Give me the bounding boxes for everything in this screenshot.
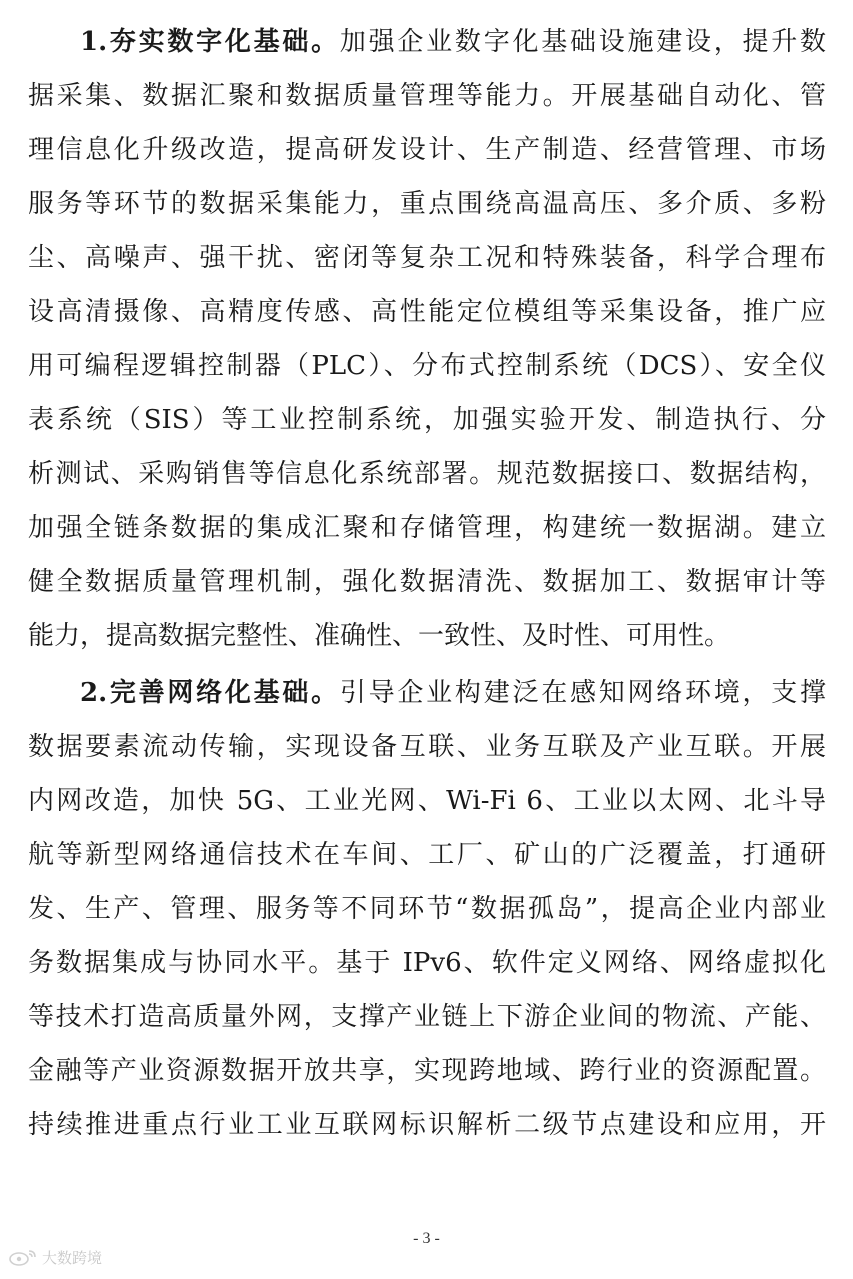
- paragraph-line: 数据要素流动传输，实现设备互联、业务互联及产业互联。开展: [28, 732, 826, 762]
- paragraph-line: 内网改造，加快 5G、工业光网、Wi-Fi 6、工业以太网、北斗导: [28, 786, 826, 816]
- paragraph-line: 能力，提高数据完整性、准确性、一致性、及时性、可用性。: [28, 621, 731, 651]
- section2-text: 引导企业构建泛在感知网络环境，支撑: [339, 678, 826, 708]
- paragraph-line: 持续推进重点行业工业互联网标识解析二级节点建设和应用，开: [28, 1110, 826, 1140]
- section1-text: 加强企业数字化基础设施建设，提升数: [339, 27, 826, 57]
- section1-line-1: [80, 22, 826, 62]
- paragraph-line: 据采集、数据汇聚和数据质量管理等能力。开展基础自动化、管: [28, 81, 826, 111]
- section1-heading: 1.夯实数字化基础。: [80, 27, 340, 57]
- paragraph-line: 析测试、采购销售等信息化系统部署。规范数据接口、数据结构，: [28, 459, 826, 489]
- paragraph-line: 表系统（SIS）等工业控制系统，加强实验开发、制造执行、分: [28, 405, 826, 435]
- weibo-like-logo-icon: [8, 1248, 38, 1266]
- section2-line-1: [80, 673, 826, 713]
- paragraph-line: 服务等环节的数据采集能力，重点围绕高温高压、多介质、多粉: [28, 189, 826, 219]
- watermark-text: 大数跨境: [42, 1248, 103, 1267]
- paragraph-line: 理信息化升级改造，提高研发设计、生产制造、经营管理、市场: [28, 135, 826, 165]
- page-number: - 3 -: [413, 1230, 440, 1247]
- paragraph-line: 尘、高噪声、强干扰、密闭等复杂工况和特殊装备，科学合理布: [28, 243, 826, 273]
- paragraph-line: 金融等产业资源数据开放共享，实现跨地域、跨行业的资源配置。: [28, 1056, 826, 1086]
- paragraph-line: 等技术打造高质量外网，支撑产业链上下游企业间的物流、产能、: [28, 1002, 826, 1032]
- paragraph-line: 设高清摄像、高精度传感、高性能定位模组等采集设备，推广应: [28, 297, 826, 327]
- paragraph-line: 加强全链条数据的集成汇聚和存储管理，构建统一数据湖。建立: [28, 513, 826, 543]
- paragraph-line: 用可编程逻辑控制器（PLC）、分布式控制系统（DCS）、安全仪: [28, 351, 826, 381]
- paragraph-line: 航等新型网络通信技术在车间、工厂、矿山的广泛覆盖，打通研: [28, 840, 826, 870]
- paragraph-line: 务数据集成与协同水平。基于 IPv6、软件定义网络、网络虚拟化: [28, 948, 826, 978]
- watermark: [8, 1246, 102, 1268]
- paragraph-line: 发、生产、管理、服务等不同环节“数据孤岛”，提高企业内部业: [28, 894, 826, 924]
- section2-heading: 2.完善网络化基础。: [80, 678, 340, 708]
- paragraph-line: 健全数据质量管理机制，强化数据清洗、数据加工、数据审计等: [28, 567, 826, 597]
